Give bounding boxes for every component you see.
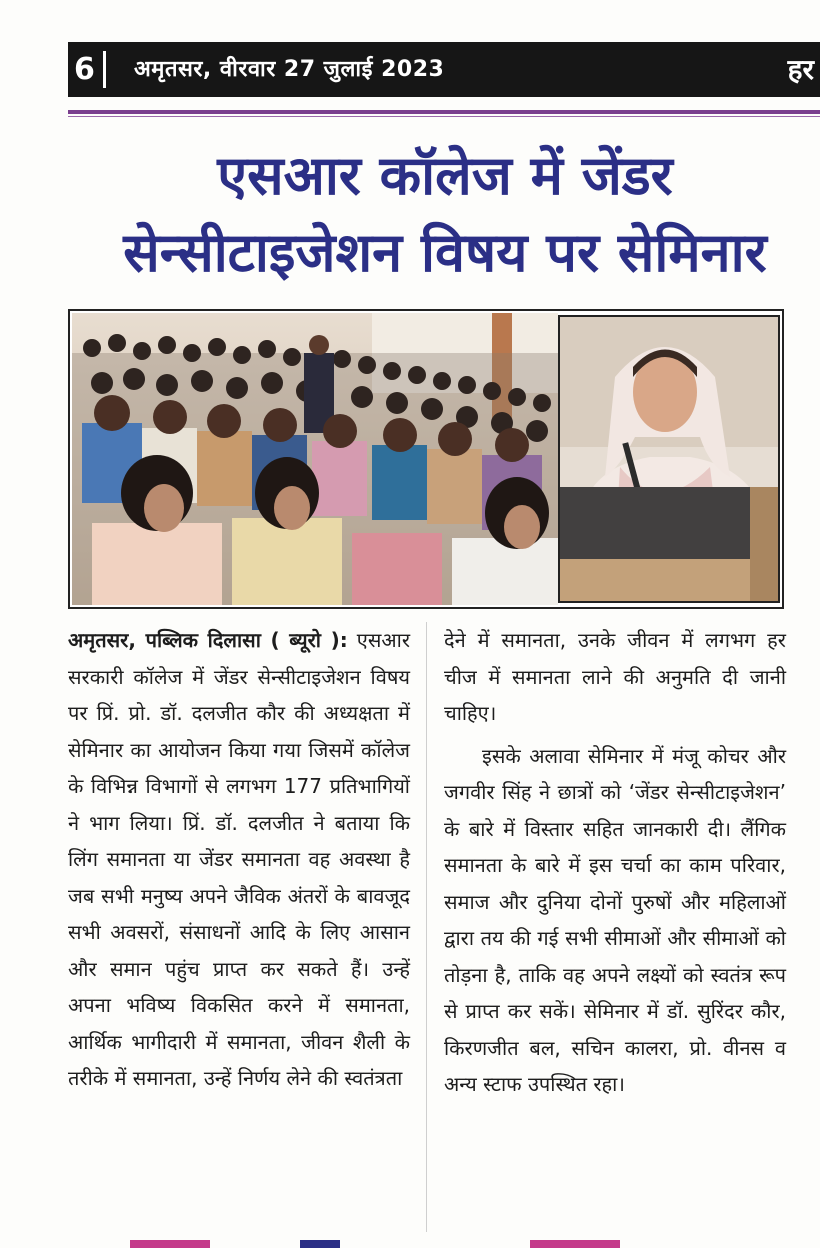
article-column-left — [68, 622, 410, 1097]
dateline: अमृतसर, वीरवार 27 जुलाई 2023 — [134, 57, 445, 82]
speaker-photo — [558, 315, 780, 603]
header-divider — [103, 51, 106, 88]
column-divider — [426, 622, 427, 1232]
section-rule — [68, 110, 820, 114]
audience-photo — [72, 313, 558, 605]
article-byline: अमृतसर, पब्लिक दिलासा ( ब्यूरो ): — [68, 628, 348, 652]
headline-line-1: एसआर कॉलेज में जेंडर — [217, 144, 673, 207]
masthead-bar — [68, 42, 820, 97]
article-column-right — [444, 622, 786, 1103]
article-headline — [70, 138, 820, 292]
article-body-left: एसआर सरकारी कॉलेज में जेंडर सेन्सीटाइजेशन विषय पर प्रिं. प्रो. डॉ. दलजीत कौर की अध्यक्षता में सेमिनार का आयोजन किया गया जिसमें कॉलेज के विभिन्न विभागों से लगभग 177 प्रतिभागियों ने भाग लिया। प्रिं. डॉ. दलजीत ने बताया कि लिंग समानता या जेंडर समानता वह अवस्था है जब सभी मनुष्य अपने जैविक अंतरों के बावजूद सभी अवसरों, संसाधनों आदि के लिए आसान और समान पहुंच प्राप्त कर सकते हैं। उन्हें अपना भविष्य विकसित करने में समानता, आर्थिक भागीदारी में समानता, जीवन शैली के तरीके में समानता, उन्हें निर्णय लेने की स्वतंत्रता — [68, 628, 410, 1090]
newspaper-name-fragment: हर — [787, 53, 814, 86]
section-rule-thin — [68, 116, 820, 117]
article-photo — [68, 309, 784, 609]
headline-line-2: सेन्सीटाइजेशन विषय पर सेमिनार — [123, 221, 767, 284]
article-body-right-paragraph-1: देने में समानता, उनके जीवन में लगभग हर चीज में समानता लाने की अनुमति दी जानी चाहिए। — [444, 628, 786, 725]
page-number: 6 — [74, 52, 95, 87]
article-body-right-paragraph-2: इसके अलावा सेमिनार में मंजू कोचर और जगवीर सिंह ने छात्रों को ‘जेंडर सेन्सीटाइजेशन’ के बारे में विस्तार सहित जानकारी दी। लैंगिक समानता के बारे में इस चर्चा का काम परिवार, समाज और दुनिया दोनों पुरुषों और महिलाओं द्वारा तय की गई सभी सीमाओं और सीमाओं को तोड़ना है, ताकि वह अपने लक्ष्यों को स्वतंत्र रूप से प्राप्त कर सकें। सेमिनार में डॉ. सुरिंदर कौर, किरणजीत बल, सचिन कालरा, प्रो. वीनस व अन्य स्टाफ उपस्थित रहा। — [444, 743, 786, 1096]
next-article-fragment — [100, 1234, 700, 1248]
